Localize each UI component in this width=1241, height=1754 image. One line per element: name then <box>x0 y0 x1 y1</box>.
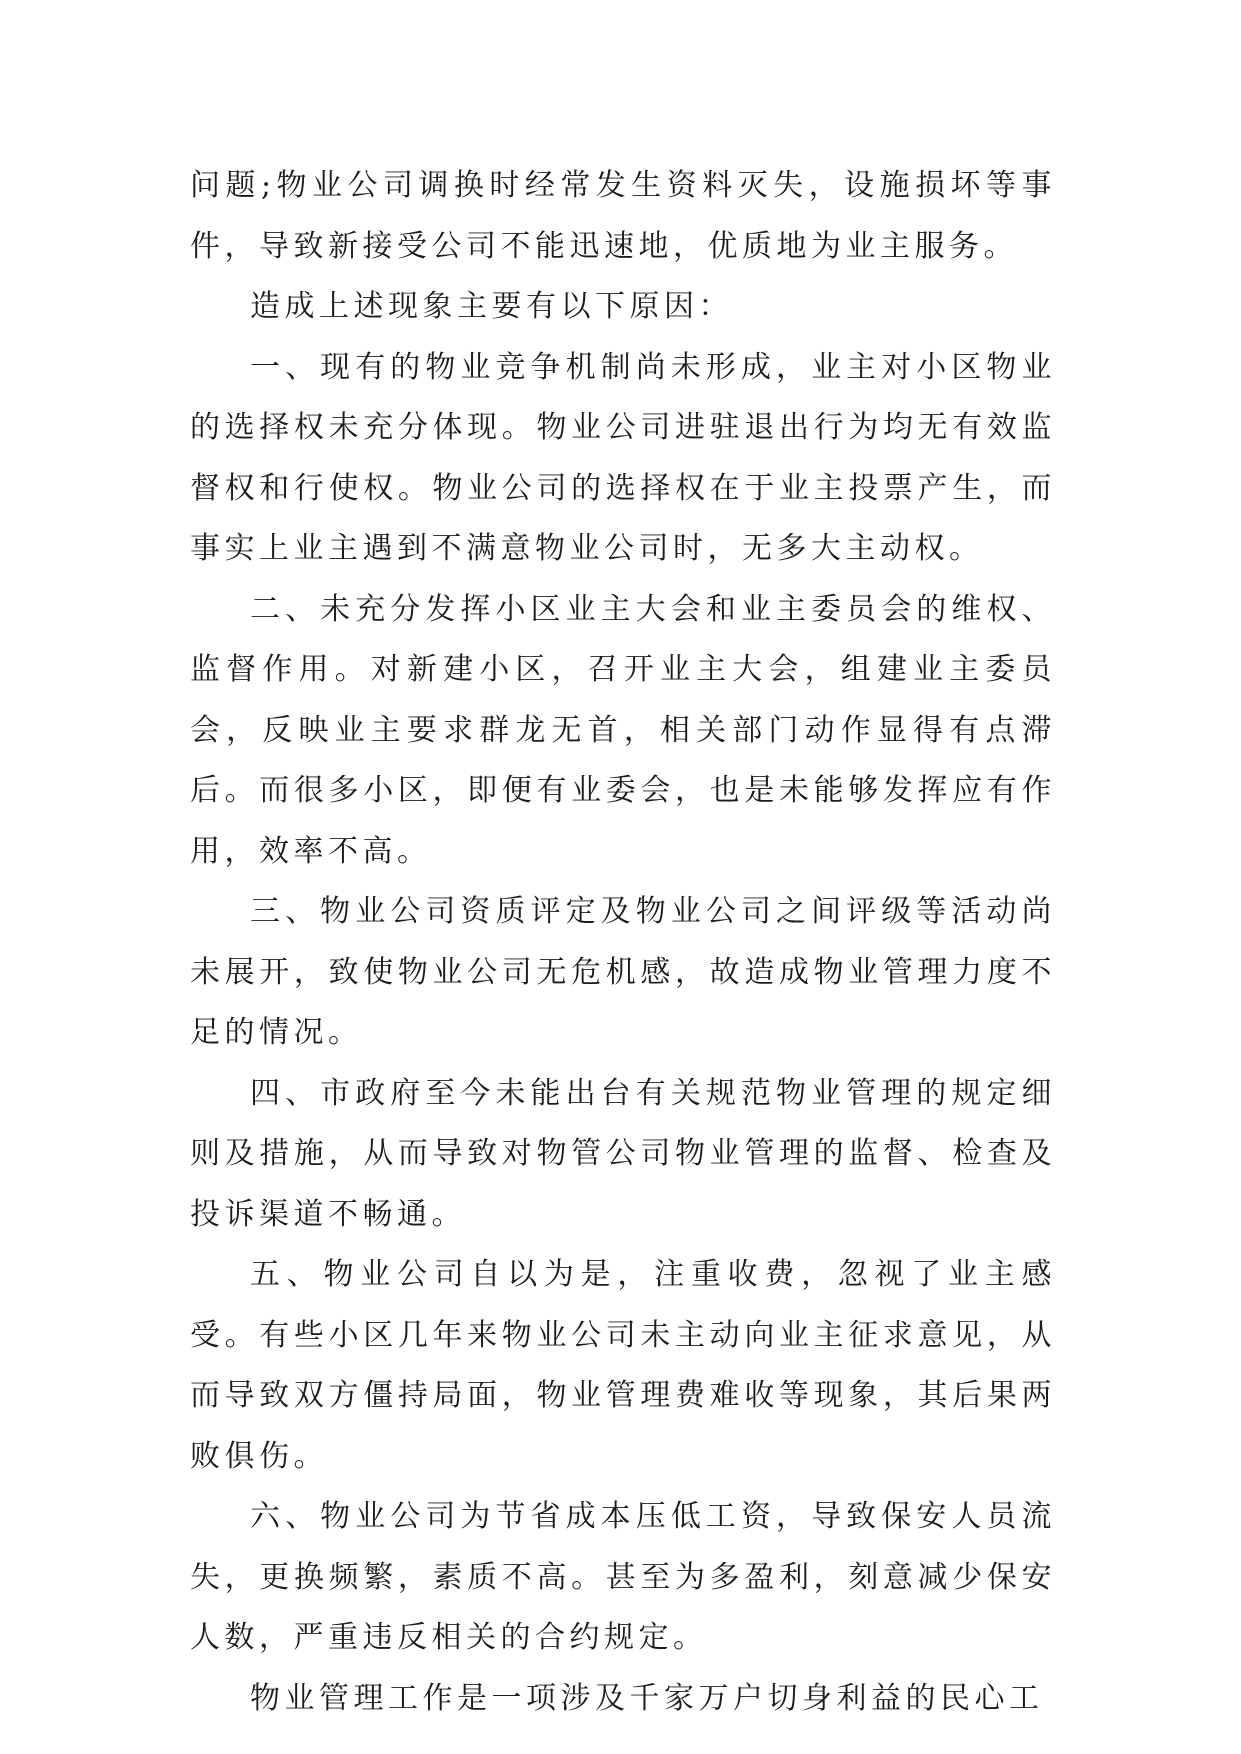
paragraph-causes-intro: 造成上述现象主要有以下原因： <box>250 289 733 324</box>
paragraph-continued: 问题;物业公司调换时经常发生资料灭失，设施损坏等事件，导致新接受公司不能迅速地，优质地为业主服务。 <box>190 168 1056 264</box>
paragraph-cause-3: 三、物业公司资质评定及物业公司之间评级等活动尚未展开，致使物业公司无危机感，故造成物业管理力度不足的情况。 <box>190 894 1056 1050</box>
paragraph-cause-1: 一、现有的物业竞争机制尚未形成，业主对小区物业的选择权未充分体现。物业公司进驻退出行为均无有效监督权和行使权。物业公司的选择权在于业主投票产生，而事实上业主遇到不满意物业公司时，无多大主动权。 <box>190 349 1056 566</box>
paragraph-conclusion-start: 物业管理工作是一项涉及千家万户切身利益的民心工 <box>250 1680 1044 1716</box>
paragraph-cause-5: 五、物业公司自以为是，注重收费，忽视了业主感受。有些小区几年来物业公司未主动向业主征求意见，从而导致双方僵持局面，物业管理费难收等现象，其后果两败俱伤。 <box>190 1257 1056 1474</box>
paragraph-cause-4: 四、市政府至今未能出台有关规范物业管理的规定细则及措施，从而导致对物管公司物业管理的监督、检查及投诉渠道不畅通。 <box>190 1075 1056 1232</box>
paragraph-cause-6: 六、物业公司为节省成本压低工资，导致保安人员流失，更换频繁，素质不高。甚至为多盈利，刻意减少保安人数，严重违反相关的合约规定。 <box>190 1499 1056 1655</box>
paragraph-cause-2: 二、未充分发挥小区业主大会和业主委员会的维权、监督作用。对新建小区，召开业主大会，组建业主委员会，反映业主要求群龙无首，相关部门动作显得有点滞后。而很多小区，即便有业委会，也是未能够发挥应有作用，效率不高。 <box>190 591 1056 869</box>
body-text <box>190 156 1056 1729</box>
